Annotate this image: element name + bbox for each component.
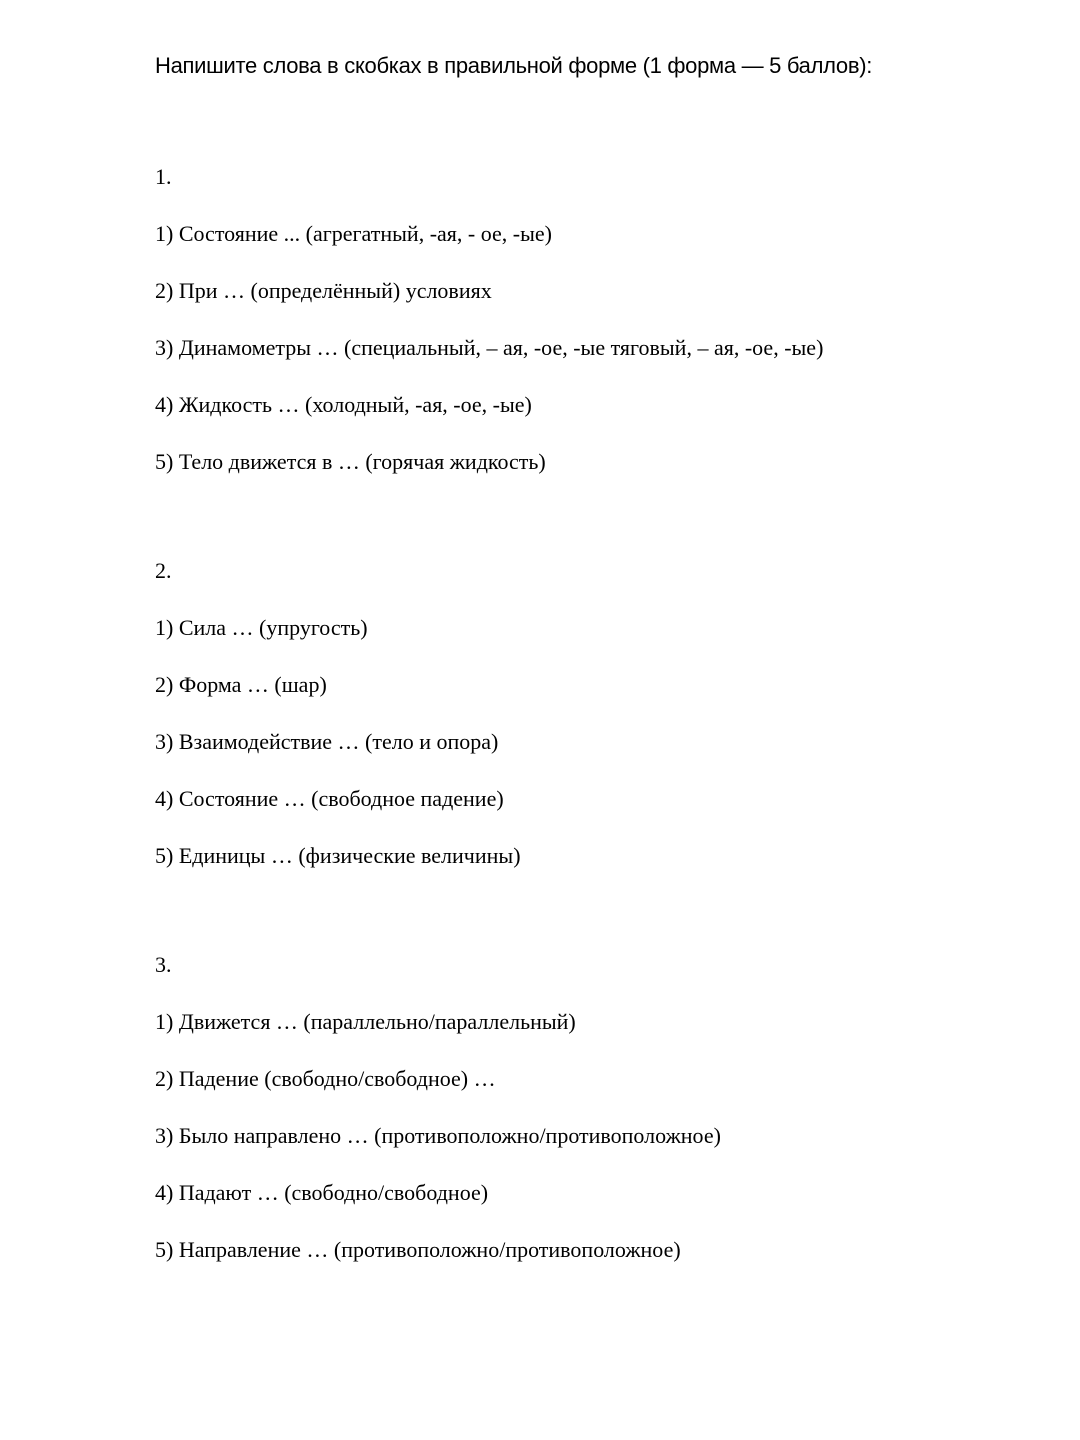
- exercise-item: 4) Падают … (свободно/свободное): [155, 1180, 489, 1205]
- exercise-item: 2) При … (определённый) условиях: [155, 278, 492, 303]
- section-number: 3.: [155, 952, 172, 977]
- exercise-item: 1) Состояние ... (агрегатный, -ая, - ое, -ые): [155, 221, 552, 246]
- exercise-item: 3) Было направлено … (противоположно/противоположное): [155, 1123, 721, 1148]
- exercise-item: 1) Движется … (параллельно/параллельный): [155, 1009, 576, 1034]
- exercise-section-2: [155, 558, 1035, 900]
- exercise-item: 5) Тело движется в … (горячая жидкость): [155, 449, 546, 474]
- exercise-section-3: [155, 952, 1035, 1294]
- exercise-item: 4) Жидкость … (холодный, -ая, -ое, -ые): [155, 392, 532, 417]
- exercise-list: [155, 221, 1035, 506]
- document-title: Напишите слова в скобках в правильной форме (1 форма — 5 баллов):: [155, 53, 873, 78]
- section-number: 2.: [155, 558, 172, 583]
- exercise-list: [155, 1009, 1035, 1294]
- exercise-item: 5) Единицы … (физические величины): [155, 843, 521, 868]
- exercise-item: 2) Падение (свободно/свободное) …: [155, 1066, 496, 1091]
- exercise-list: [155, 615, 1035, 900]
- exercise-section-1: [155, 164, 1035, 506]
- exercise-item: 3) Взаимодействие … (тело и опора): [155, 729, 499, 754]
- exercise-item: 2) Форма … (шар): [155, 672, 327, 697]
- exercise-item: 3) Динамометры … (специальный, – ая, -ое, -ые тяговый, – ая, -ое, -ые): [155, 335, 824, 360]
- exercise-item: 5) Направление … (противоположно/противоположное): [155, 1237, 681, 1262]
- exercise-item: 1) Сила … (упругость): [155, 615, 368, 640]
- section-number: 1.: [155, 164, 172, 189]
- exercise-item: 4) Состояние … (свободное падение): [155, 786, 504, 811]
